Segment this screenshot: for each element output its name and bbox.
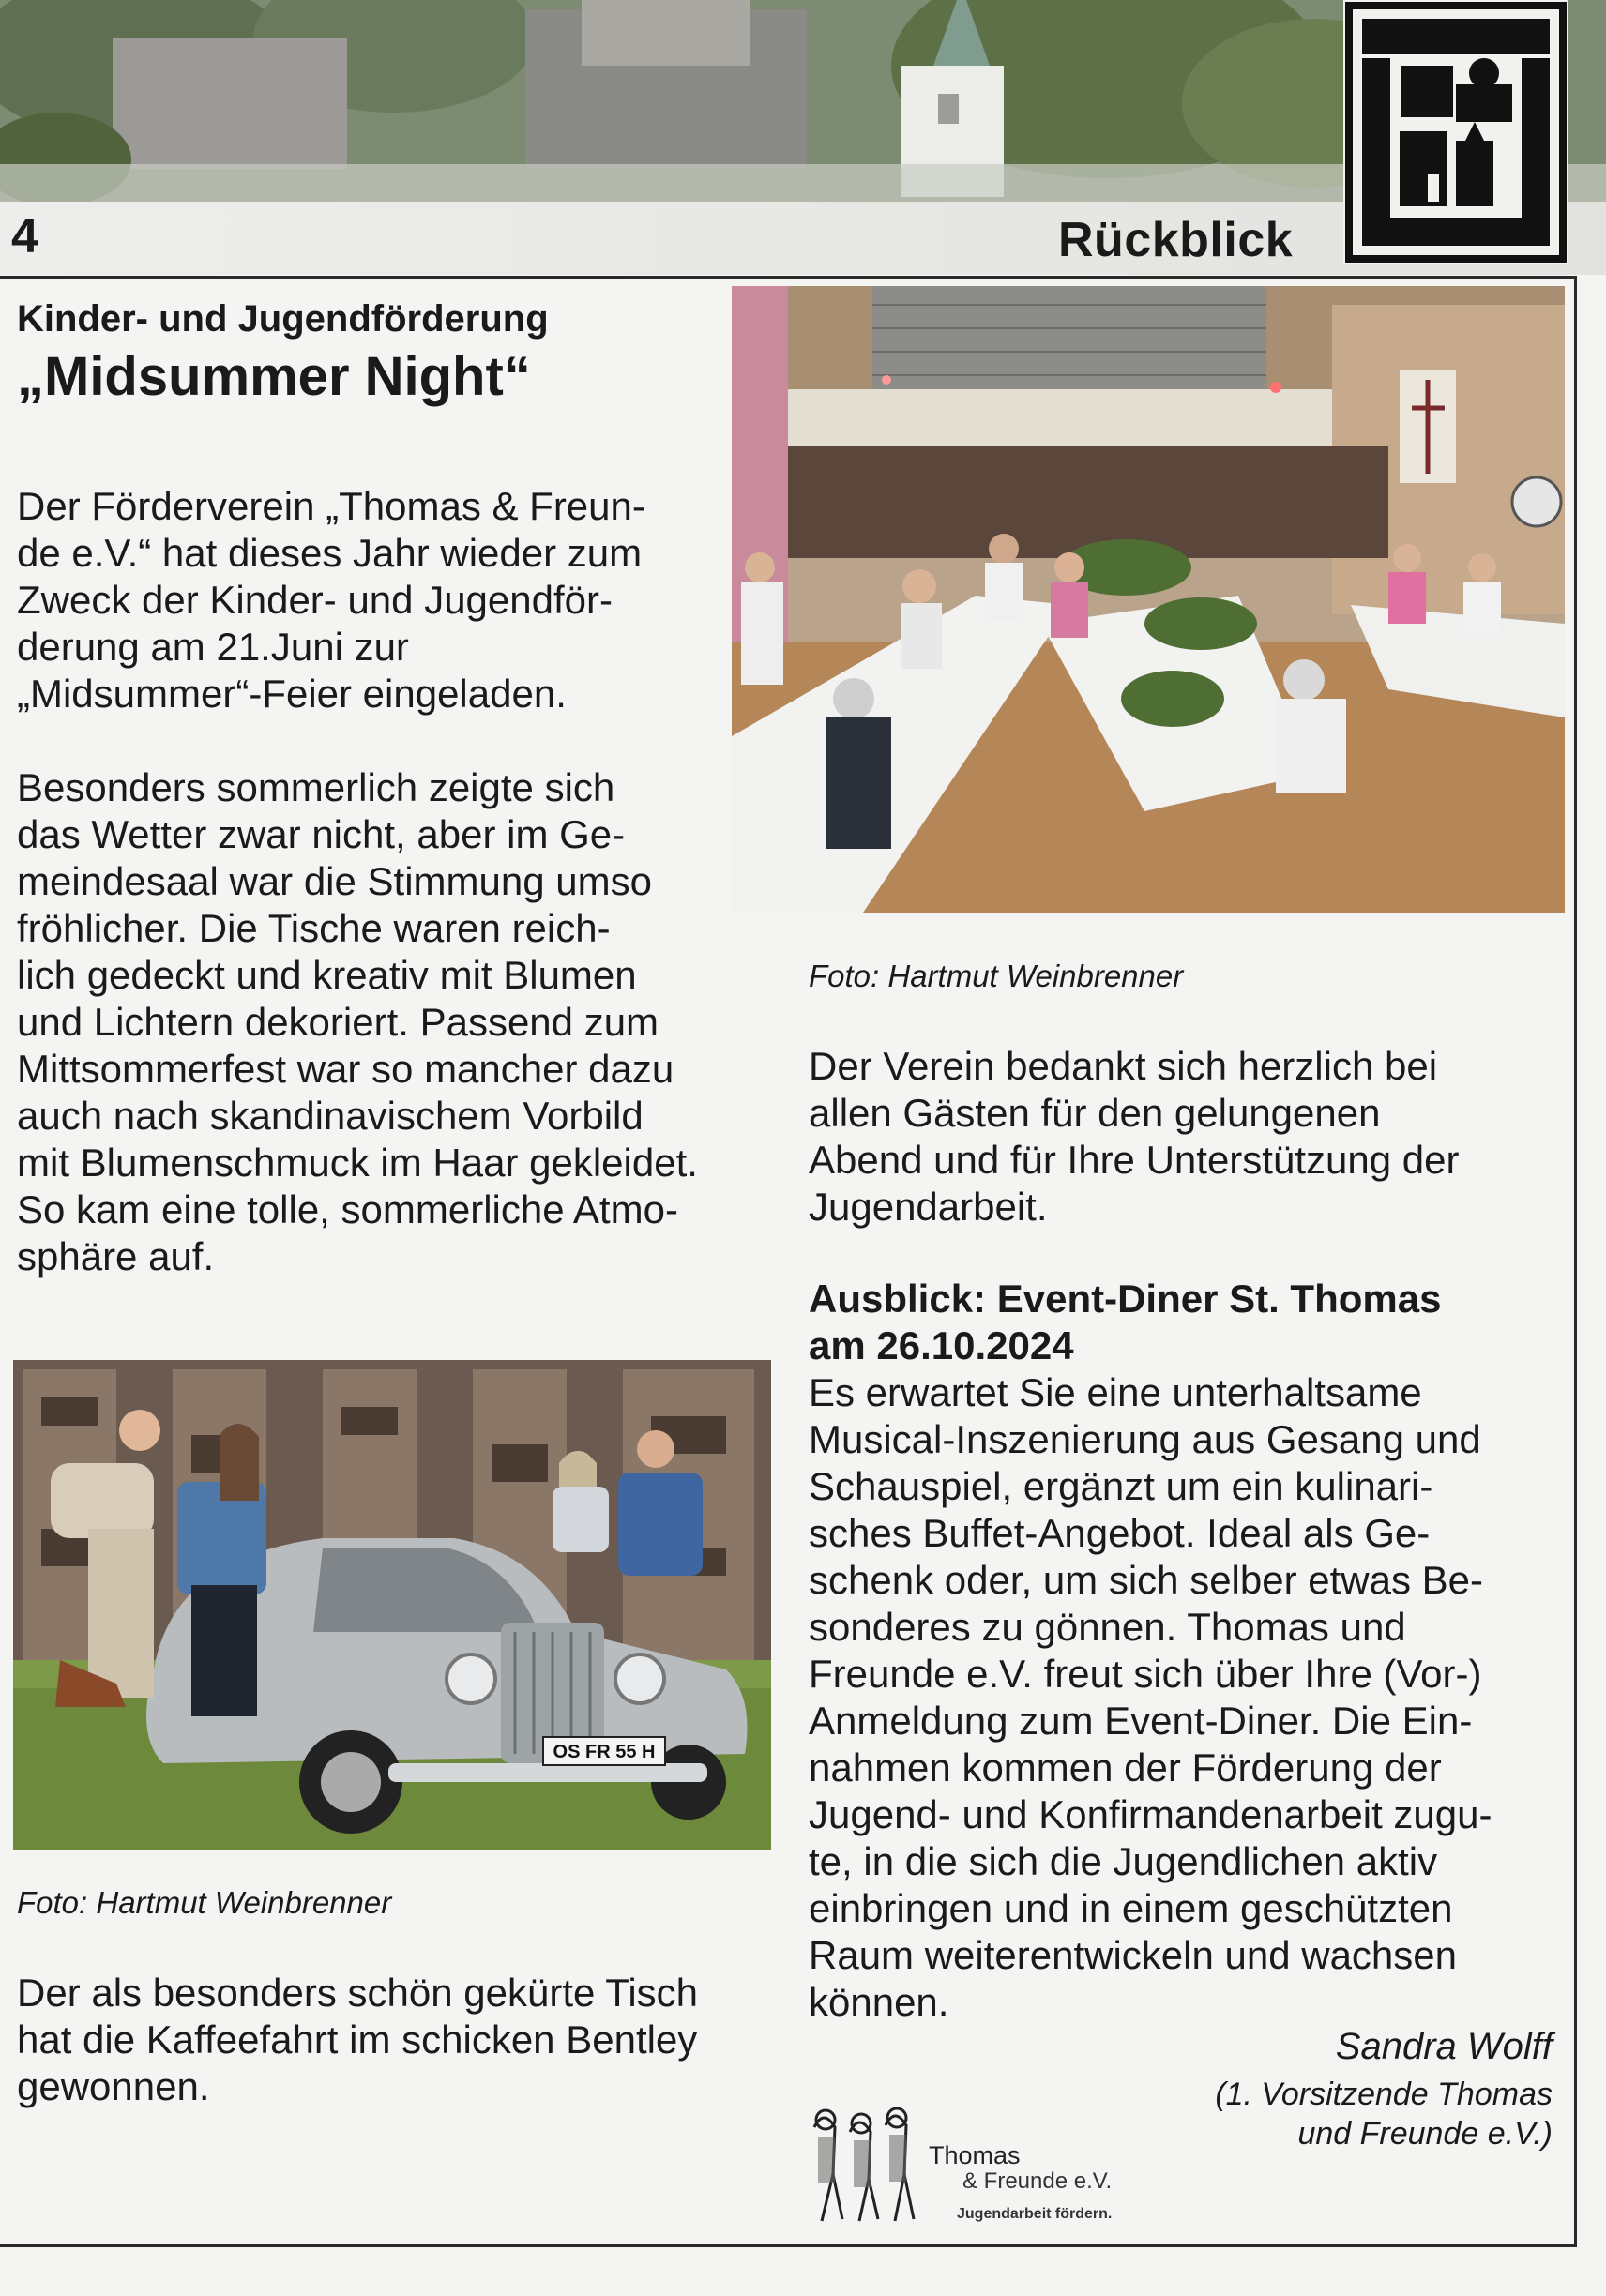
text-line: Der Verein bedankt sich herzlich bei <box>809 1044 1438 1088</box>
event-heading <box>809 1276 1553 1369</box>
org-name: Thomas <box>929 2141 1021 2169</box>
text-line: mit Blumenschmuck im Haar gekleidet. <box>17 1140 698 1185</box>
frame-right-rule <box>1574 276 1577 2245</box>
text-line: de e.V.“ hat dieses Jahr wieder zum <box>17 531 643 575</box>
text-line: am 26.10.2024 <box>809 1323 1074 1367</box>
text-line: hat die Kaffeefahrt im schicken Bentley <box>17 2017 698 2062</box>
text-line: sches Buffet-Angebot. Ideal als Ge- <box>809 1511 1431 1555</box>
text-line: auch nach skandinavischem Vorbild <box>17 1094 644 1138</box>
article-paragraph-3 <box>17 1970 761 2110</box>
article-paragraph-1 <box>17 483 709 718</box>
text-line: Freunde e.V. freut sich über Ihre (Vor-) <box>809 1652 1482 1696</box>
frame-bottom-rule <box>0 2244 1577 2247</box>
header-rule <box>0 276 1576 279</box>
text-line: So kam eine tolle, sommerliche Atmo- <box>17 1187 678 1231</box>
text-line: (1. Vorsitzende Thomas <box>1215 2077 1553 2112</box>
article-kicker: Kinder- und Jugendförderung <box>17 298 549 340</box>
license-plate-text: OS FR 55 H <box>553 1742 656 1762</box>
text-line: meindesaal war die Stimmung umso <box>17 859 652 903</box>
text-line: und Lichtern dekoriert. Passend zum <box>17 1000 659 1044</box>
article-headline: „Midsummer Night“ <box>17 346 531 407</box>
article-paragraph-4 <box>809 1043 1553 1231</box>
text-line: Musical-Inszenierung aus Gesang und <box>809 1417 1481 1461</box>
text-line: schenk oder, um sich selber etwas Be- <box>809 1558 1484 1602</box>
text-line: können. <box>809 1980 949 2024</box>
article-paragraph-2 <box>17 764 761 1280</box>
text-line: derung am 21.Juni zur <box>17 625 409 669</box>
text-line: fröhlicher. Die Tische waren reich- <box>17 906 611 950</box>
text-line: Mittsommerfest war so mancher dazu <box>17 1047 674 1091</box>
text-line: nahmen kommen der Förderung der <box>809 1745 1442 1790</box>
section-title: Rückblick <box>1058 213 1294 267</box>
text-line: Schauspiel, ergänzt um ein kulinari- <box>809 1464 1433 1508</box>
text-line: Jugendarbeit. <box>809 1185 1048 1229</box>
photo-caption-left: Foto: Hartmut Weinbrenner <box>17 1885 392 1920</box>
text-line: Der Förderverein „Thomas & Freun- <box>17 484 645 528</box>
text-line: Der als besonders schön gekürte Tisch <box>17 1971 699 2015</box>
author-name: Sandra Wolff <box>1335 2026 1553 2067</box>
text-line: Raum weiterentwickeln und wachsen <box>809 1933 1458 1977</box>
text-line: das Wetter zwar nicht, aber im Ge- <box>17 812 626 856</box>
text-line: Abend und für Ihre Unterstützung der <box>809 1138 1460 1182</box>
text-line: „Midsummer“-Feier eingeladen. <box>17 672 567 716</box>
article-paragraph-5 <box>809 1369 1553 2026</box>
page-number: 4 <box>11 209 38 264</box>
text-line: Jugend- und Konfirmandenarbeit zugu- <box>809 1792 1492 1836</box>
text-line: sphäre auf. <box>17 1234 215 1278</box>
text-line: allen Gästen für den gelungenen <box>809 1091 1381 1135</box>
text-line: Ausblick: Event-Diner St. Thomas <box>809 1276 1442 1321</box>
text-line: Besonders sommerlich zeigte sich <box>17 765 615 809</box>
text-line: Es erwartet Sie eine unterhaltsame <box>809 1370 1422 1414</box>
event-hall-photo <box>732 286 1565 913</box>
text-line: te, in die sich die Jugendlichen aktiv <box>809 1839 1438 1883</box>
text-line: einbringen und in einem geschützten <box>809 1886 1453 1930</box>
text-line: gewonnen. <box>17 2064 210 2108</box>
photo-caption-right: Foto: Hartmut Weinbrenner <box>809 959 1184 993</box>
org-tagline: Jugendarbeit fördern. <box>957 2206 1113 2222</box>
text-line: lich gedeckt und kreativ mit Blumen <box>17 953 637 997</box>
bentley-car-photo <box>13 1360 771 1850</box>
author-role <box>1126 2075 1553 2153</box>
text-line: sonderes zu gönnen. Thomas und <box>809 1605 1406 1649</box>
st-thomas-kirche-logo-icon <box>1343 0 1568 264</box>
text-line: Anmeldung zum Event-Diner. Die Ein- <box>809 1699 1473 1743</box>
org-name-line2: & Freunde e.V. <box>962 2168 1113 2194</box>
text-line: Zweck der Kinder- und Jugendför- <box>17 578 613 622</box>
text-line: und Freunde e.V.) <box>1297 2116 1553 2152</box>
